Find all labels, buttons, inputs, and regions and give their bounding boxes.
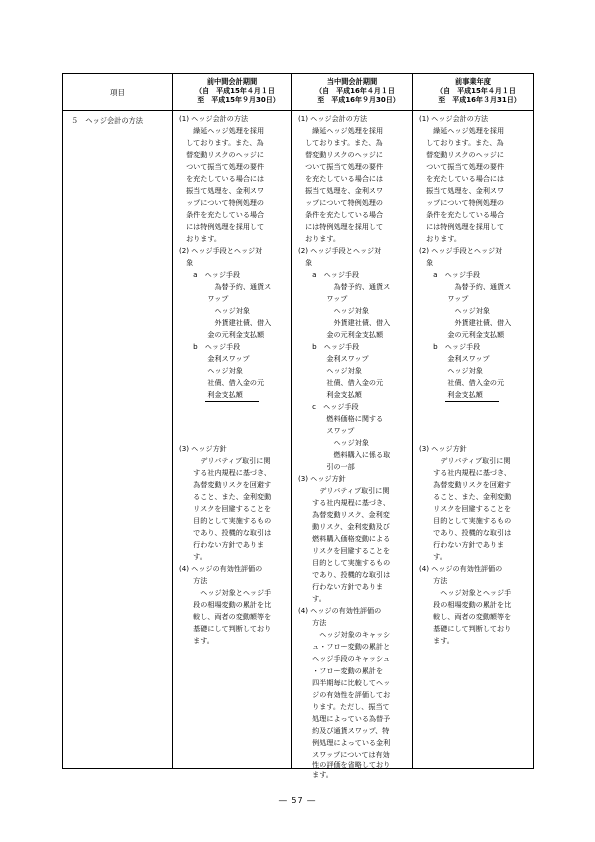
- header-prev-year-to: 至 平成16年３月31日）: [431, 96, 521, 105]
- text-line: 条件を充たしている場合: [298, 210, 384, 219]
- text-line: 目的として実施するもの: [298, 558, 391, 567]
- header-prev-year: [413, 74, 534, 111]
- text-line: ヘッジ対象のキャッシ: [298, 630, 391, 639]
- text-line: 外貨建社債、借入: [298, 318, 391, 327]
- text-line: 替変動リスクのヘッジに: [419, 150, 504, 159]
- text-line: 段の相場変動の累計を比: [419, 600, 512, 609]
- text-line: 為替予約、通貨ス: [419, 282, 512, 291]
- text-line: ジの有効性を評価してお: [298, 690, 391, 699]
- text-line: (1) ヘッジ会計の方法: [298, 114, 368, 123]
- text-line: する社内規程に基づき、: [179, 468, 271, 477]
- text-line: 為替変動リスク、金利変: [298, 510, 390, 519]
- text-line: 社債、借入金の元: [298, 378, 384, 387]
- text-line: 象: [179, 258, 194, 267]
- text-line: (2) ヘッジ手段とヘッジ対: [179, 246, 263, 255]
- header-prev-interim: [173, 74, 292, 111]
- text-line: (2) ヘッジ手段とヘッジ対: [298, 246, 382, 255]
- body-row: [63, 111, 534, 769]
- text-line: しております。また、為: [298, 138, 383, 147]
- text-line: ップについて特例処理の: [179, 198, 264, 207]
- text-line: 段の相場変動の累計を比: [179, 600, 272, 609]
- text-line: ップについて特例処理の: [419, 198, 504, 207]
- text-line: 条件を充たしている場合: [419, 210, 505, 219]
- text-line: 繰延ヘッジ処理を採用: [419, 126, 505, 135]
- text-line: a ヘッジ手段: [179, 270, 241, 279]
- header-prev-interim-title: 前中間会計期間: [206, 77, 258, 86]
- text-line: リスクを回避することを: [419, 504, 512, 513]
- text-line: (1) ヘッジ会計の方法: [179, 114, 249, 123]
- text-line: す。: [179, 552, 207, 561]
- text-line: ヘッジ対象: [298, 438, 369, 447]
- text-line: 替変動リスクのヘッジに: [298, 150, 383, 159]
- text-line: 為替予約、通貨ス: [179, 282, 272, 291]
- text-line: 燃料購入価格変動による: [298, 534, 391, 543]
- header-row: [63, 74, 534, 111]
- text-line: b ヘッジ手段: [298, 342, 360, 351]
- text-line: 金の元利金支払額: [298, 330, 384, 339]
- text-line: ヘッジ対象: [179, 306, 250, 315]
- text-line: 社債、借入金の元: [179, 378, 265, 387]
- text-line: 方法: [179, 576, 208, 585]
- header-curr-interim-title: 当中間会計期間: [326, 77, 378, 86]
- text-line: であり、投機的な取引は: [419, 528, 512, 537]
- text-line: b ヘッジ手段: [179, 342, 241, 351]
- text-line: ・フロー変動の累計を: [298, 666, 384, 675]
- separator-line: [445, 401, 499, 402]
- text-line: ヘッジ対象: [298, 306, 369, 315]
- text-line: ついて振当て処理の要件: [419, 162, 505, 171]
- text-line: を充たしている場合には: [179, 174, 265, 183]
- text-line: ワップ: [298, 294, 348, 303]
- text-line: 動リスク、金利変動及び: [298, 522, 390, 531]
- text-line: 象: [419, 258, 434, 267]
- text-line: 方法: [298, 618, 327, 627]
- text-line: 行わない方針でありま: [419, 540, 505, 549]
- text-line: おります。: [298, 234, 340, 243]
- text-line: 燃料価格に関する: [298, 414, 384, 423]
- text-line: 条件を充たしている場合: [179, 210, 265, 219]
- text-line: 振当て処理を、金利スワ: [298, 186, 384, 195]
- text-line: ついて振当て処理の要件: [298, 162, 384, 171]
- row-label: ５ ヘッジ会計の方法: [63, 111, 173, 769]
- text-line: ワップ: [179, 294, 229, 303]
- header-curr-interim: [292, 74, 413, 111]
- text-line: 性の評価を省略しており: [298, 760, 391, 769]
- text-line: 利金支払額: [179, 390, 243, 399]
- text-line: スワップについては有効: [298, 750, 390, 759]
- text-line: デリバティブ取引に関: [298, 486, 390, 495]
- text-line: ヘッジ対象とヘッジ手: [419, 588, 512, 597]
- text-line: 行わない方針でありま: [179, 540, 265, 549]
- text-line: ます。: [298, 770, 333, 779]
- text-line: 外貨建社債、借入: [419, 318, 512, 327]
- text-line: 振当て処理を、金利スワ: [179, 186, 265, 195]
- text-line: ップについて特例処理の: [298, 198, 383, 207]
- hedge-accounting-table: [62, 73, 534, 779]
- text-line: おります。: [419, 234, 461, 243]
- text-line: であり、投機的な取引は: [179, 528, 272, 537]
- text-line: リスクを回避することを: [298, 546, 391, 555]
- text-line: する社内規程に基づき、: [419, 468, 511, 477]
- text-line: スワップ: [298, 426, 355, 435]
- text-line: 利金支払額: [419, 390, 483, 399]
- text-line: 振当て処理を、金利スワ: [419, 186, 505, 195]
- text-line: 燃料購入に係る取: [298, 450, 391, 459]
- col-prev-year: [413, 111, 534, 769]
- text-line: (4) ヘッジの有効性評価の: [419, 564, 503, 573]
- text-line: ること、また、金利変動: [419, 492, 512, 501]
- text-line: 約及び通貨スワップ、特: [298, 726, 390, 735]
- text-line: 行わない方針でありま: [298, 582, 384, 591]
- col-prev-interim: [173, 111, 292, 769]
- text-line: ります。ただし、振当て: [298, 702, 390, 711]
- text-line: 例処理によっている金利: [298, 738, 391, 747]
- text-line: 社債、借入金の元: [419, 378, 505, 387]
- text-line: 目的として実施するもの: [419, 516, 512, 525]
- text-line: しております。また、為: [179, 138, 264, 147]
- header-curr-interim-to: 至 平成16年９月30日）: [310, 96, 400, 105]
- text-line: ます。: [419, 636, 454, 645]
- text-line: ます。: [179, 636, 214, 645]
- text-line: を充たしている場合には: [298, 174, 384, 183]
- text-line: (3) ヘッジ方針: [298, 474, 346, 483]
- text-line: 為替変動リスクを回避す: [419, 480, 512, 489]
- text-line: 為替予約、通貨ス: [298, 282, 391, 291]
- text-line: 基礎にして判断しており: [419, 624, 512, 633]
- text-line: する社内規程に基づき、: [298, 498, 390, 507]
- text-line: ュ・フロー変動の累計と: [298, 642, 391, 651]
- text-line: (1) ヘッジ会計の方法: [419, 114, 489, 123]
- text-line: デリバティブ取引に関: [419, 456, 511, 465]
- text-line: ヘッジ対象とヘッジ手: [179, 588, 272, 597]
- text-line: す。: [419, 552, 447, 561]
- text-line: おります。: [179, 234, 221, 243]
- text-line: 基礎にして判断しており: [179, 624, 272, 633]
- text-line: 替変動リスクのヘッジに: [179, 150, 264, 159]
- text-line: ヘッジ対象: [419, 306, 490, 315]
- text-line: ヘッジ手段のキャッシュ: [298, 654, 391, 663]
- text-line: リスクを回避することを: [179, 504, 272, 513]
- text-line: 為替変動リスクを回避す: [179, 480, 272, 489]
- text-line: 象: [298, 258, 313, 267]
- text-line: 目的として実施するもの: [179, 516, 272, 525]
- header-prev-interim-to: 至 平成15年９月30日）: [190, 96, 280, 105]
- text-line: ついて振当て処理の要件: [179, 162, 265, 171]
- text-line: a ヘッジ手段: [298, 270, 360, 279]
- text-line: 金利スワップ: [419, 354, 490, 363]
- header-item: 項目: [63, 74, 173, 111]
- text-line: には特例処理を採用して: [179, 222, 265, 231]
- text-line: 較し、両者の変動額等を: [419, 612, 512, 621]
- text-line: を充たしている場合には: [419, 174, 505, 183]
- text-line: ること、また、金利変動: [179, 492, 272, 501]
- text-line: 金の元利金支払額: [419, 330, 505, 339]
- text-line: には特例処理を採用して: [298, 222, 384, 231]
- text-line: ヘッジ対象: [298, 366, 362, 375]
- text-line: ヘッジ対象: [179, 366, 243, 375]
- text-line: であり、投機的な取引は: [298, 570, 391, 579]
- page-number: ― 57 ―: [278, 796, 317, 805]
- text-line: 金利スワップ: [179, 354, 250, 363]
- text-line: 方法: [419, 576, 448, 585]
- text-line: (4) ヘッジの有効性評価の: [179, 564, 263, 573]
- header-curr-interim-from: （自 平成16年４月１日: [315, 87, 395, 95]
- text-line: 較し、両者の変動額等を: [179, 612, 272, 621]
- text-line: b ヘッジ手段: [419, 342, 481, 351]
- text-line: (4) ヘッジの有効性評価の: [298, 606, 382, 615]
- text-line: 繰延ヘッジ処理を採用: [298, 126, 384, 135]
- text-line: (3) ヘッジ方針: [419, 444, 467, 453]
- text-line: c ヘッジ手段: [298, 402, 359, 411]
- text-line: 利金支払額: [298, 390, 362, 399]
- text-line: には特例処理を採用して: [419, 222, 505, 231]
- text-line: (3) ヘッジ方針: [179, 444, 227, 453]
- text-line: (2) ヘッジ手段とヘッジ対: [419, 246, 503, 255]
- text-line: 外貨建社債、借入: [179, 318, 272, 327]
- text-line: す。: [298, 594, 326, 603]
- text-line: 引の一部: [298, 462, 355, 471]
- text-line: ワップ: [419, 294, 469, 303]
- text-line: しております。また、為: [419, 138, 504, 147]
- header-prev-interim-from: （自 平成15年４月１日: [195, 87, 275, 95]
- text-line: 金利スワップ: [298, 354, 369, 363]
- text-line: 金の元利金支払額: [179, 330, 265, 339]
- text-line: デリバティブ取引に関: [179, 456, 271, 465]
- header-prev-year-title: 前事業年度: [455, 77, 491, 86]
- text-line: 処理によっている為替予: [298, 714, 391, 723]
- text-line: a ヘッジ手段: [419, 270, 481, 279]
- text-line: ヘッジ対象: [419, 366, 483, 375]
- text-line: 四半期毎に比較してヘッ: [298, 678, 391, 687]
- header-prev-year-from: （自 平成15年４月１日: [436, 87, 516, 95]
- separator-line: [205, 401, 259, 402]
- text-line: 繰延ヘッジ処理を採用: [179, 126, 265, 135]
- col-curr-interim: [292, 111, 413, 779]
